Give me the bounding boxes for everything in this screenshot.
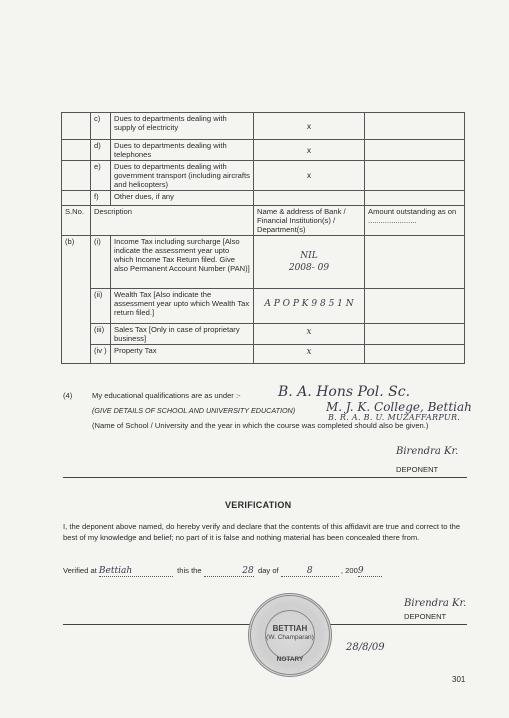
page-number: 301 <box>452 675 466 684</box>
deponent-label-2: DEPONENT <box>404 612 447 621</box>
tax-row <box>62 289 465 324</box>
dues-sno-cell <box>62 140 91 161</box>
edu-note: (GIVE DETAILS OF SCHOOL AND UNIVERSITY EDUCATION) <box>92 406 296 415</box>
dues-index: d) <box>91 140 111 161</box>
tax-hand-1: x <box>306 347 312 357</box>
dues-row <box>62 191 465 206</box>
tax-description: Income Tax including surcharge [Also indicate the assessment year upto which Income Tax Return filed. Give also Permanent Account Number (PAN)] <box>111 236 254 289</box>
tax-bank-cell <box>254 236 365 289</box>
tax-bank-cell <box>254 345 365 364</box>
header-bank: Name & address of Bank / Financial Institution(s) / Department(s) <box>254 206 365 236</box>
day-of-label: day of <box>257 566 279 575</box>
dues-mark: x <box>254 140 365 161</box>
affidavit-table <box>61 112 465 364</box>
dues-row <box>62 140 465 161</box>
tax-description: Sales Tax [Only in case of proprietary business] <box>111 324 254 345</box>
verified-line <box>63 566 382 577</box>
verified-year: 9 <box>358 567 382 577</box>
dues-sno-cell <box>62 113 91 140</box>
tax-description: Property Tax <box>111 345 254 364</box>
tax-hand-1: x <box>306 327 312 337</box>
verified-place: Bettiah <box>99 567 173 577</box>
dues-mark: x <box>254 161 365 191</box>
tax-row <box>62 324 465 345</box>
dues-sno-cell <box>62 191 91 206</box>
edu-degree-handwritten: B. A. Hons Pol. Sc. <box>278 384 411 400</box>
tax-bank-cell <box>254 289 365 324</box>
tax-hand-1: A P O P K 9 8 5 1 N <box>264 299 354 309</box>
verified-at-label: Verified at <box>63 566 97 575</box>
edu-label: My educational qualifications are as under :- <box>92 391 241 400</box>
header-amount: Amount outstanding as on ....................... <box>365 206 465 236</box>
dues-mark: x <box>254 113 365 140</box>
table-header-row <box>62 206 465 236</box>
dues-amount-cell <box>365 191 465 206</box>
tax-row <box>62 236 465 289</box>
dues-index: f) <box>91 191 111 206</box>
edu-college-handwritten: M. J. K. College, Bettiah <box>326 400 472 414</box>
tax-hand-1: NIL <box>300 250 318 261</box>
verification-title: VERIFICATION <box>225 500 292 510</box>
separator-line-1 <box>63 477 467 478</box>
dues-index: c) <box>91 113 111 140</box>
edu-university-handwritten: B. R. A. B. U. MUZAFFARPUR. <box>328 413 461 422</box>
verified-month: 8 <box>281 567 339 577</box>
notary-stamp-icon <box>248 593 332 677</box>
dues-row <box>62 161 465 191</box>
verified-day: 28 <box>204 567 254 577</box>
verification-body: I, the deponent above named, do hereby verify and declare that the contents of this affidavit are true and correct to the best of my knowledge and belief; no part of it is false and nothing material has been concealed there from. <box>63 522 461 542</box>
dues-index: e) <box>91 161 111 191</box>
header-description: Description <box>91 206 254 236</box>
tax-group: (b) <box>62 236 91 364</box>
edu-number: (4) <box>63 391 73 400</box>
header-sno: S.No. <box>62 206 91 236</box>
tax-description: Wealth Tax [Also indicate the assessment year upto which Wealth Tax return filed.] <box>111 289 254 324</box>
stamp-bottom-text: NOTARY <box>276 656 304 663</box>
dues-description: Dues to departments dealing with telephones <box>111 140 254 161</box>
tax-amount-cell <box>365 324 465 345</box>
tax-hand-2: 2008- 09 <box>288 262 330 273</box>
tax-amount-cell <box>365 345 465 364</box>
dues-row <box>62 113 465 140</box>
edu-note2: (Name of School / University and the year in which the course was completed should also be given.) <box>92 421 429 430</box>
stamp-mid-text: (W. Champaran) <box>266 634 314 641</box>
year-prefix: , 200 <box>340 566 358 575</box>
dues-description: Dues to departments dealing with government transport (including aircrafts and helicopters) <box>111 161 254 191</box>
deponent-signature-1: Birendra Kr. <box>396 446 459 457</box>
dues-description: Dues to departments dealing with supply of electricity <box>111 113 254 140</box>
tax-amount-cell <box>365 236 465 289</box>
this-the-label: this the <box>177 566 202 575</box>
deponent-signature-2: Birendra Kr. <box>404 598 467 609</box>
dues-description: Other dues, if any <box>111 191 254 206</box>
tax-index: (iii) <box>91 324 111 345</box>
tax-row <box>62 345 465 364</box>
tax-bank-cell <box>254 324 365 345</box>
dues-sno-cell <box>62 161 91 191</box>
dues-amount-cell <box>365 140 465 161</box>
dues-mark <box>254 191 365 206</box>
tax-index: (iv ) <box>91 345 111 364</box>
stamp-top-text: BETTIAH <box>272 624 308 633</box>
tax-index: (ii) <box>91 289 111 324</box>
dues-amount-cell <box>365 161 465 191</box>
tax-amount-cell <box>365 289 465 324</box>
tax-index: (i) <box>91 236 111 289</box>
dues-amount-cell <box>365 113 465 140</box>
notary-date-handwritten: 28/8/09 <box>346 642 385 653</box>
deponent-label-1: DEPONENT <box>396 465 439 474</box>
